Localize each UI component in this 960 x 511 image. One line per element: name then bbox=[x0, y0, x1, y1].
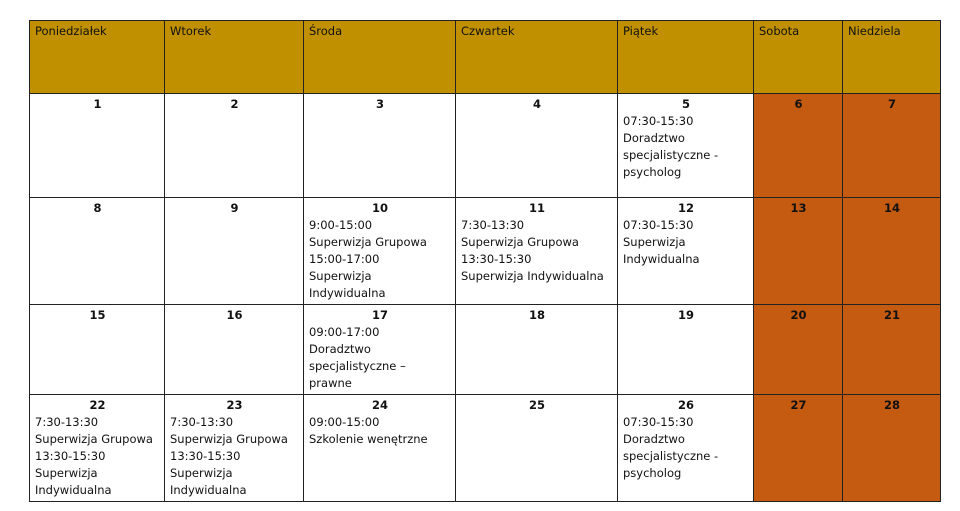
day-number: 20 bbox=[790, 308, 807, 322]
day-cell bbox=[30, 305, 165, 395]
header-tuesday: Wtorek bbox=[165, 21, 304, 94]
day-number: 22 bbox=[89, 398, 106, 412]
day-cell bbox=[618, 198, 754, 305]
day-number: 13 bbox=[790, 201, 807, 215]
day-number: 17 bbox=[371, 308, 388, 322]
day-cell bbox=[304, 198, 456, 305]
day-cell bbox=[618, 395, 754, 502]
weekend-cell bbox=[843, 198, 941, 305]
day-cell bbox=[30, 395, 165, 502]
header-friday: Piątek bbox=[618, 21, 754, 94]
day-number: 9 bbox=[230, 201, 239, 215]
weekend-cell bbox=[843, 395, 941, 502]
day-cell bbox=[165, 198, 304, 305]
header-wednesday: Środa bbox=[304, 21, 456, 94]
day-number: 1 bbox=[93, 97, 102, 111]
day-number: 19 bbox=[677, 308, 694, 322]
header-row bbox=[30, 21, 941, 94]
day-entry: 7:30-13:30 Superwizja Grupowa 13:30-15:30 Superwizja Indywidualna bbox=[461, 218, 604, 283]
day-number: 26 bbox=[677, 398, 694, 412]
day-cell bbox=[456, 94, 618, 198]
day-entry: 7:30-13:30 Superwizja Grupowa 13:30-15:30 Superwizja Indywidualna bbox=[35, 415, 153, 497]
weekend-cell bbox=[843, 94, 941, 198]
day-number: 8 bbox=[93, 201, 102, 215]
day-number: 2 bbox=[230, 97, 239, 111]
header-saturday: Sobota bbox=[754, 21, 843, 94]
day-number: 16 bbox=[226, 308, 243, 322]
day-cell bbox=[30, 198, 165, 305]
day-number: 14 bbox=[883, 201, 900, 215]
day-entry: 09:00-15:00 Szkolenie wenętrzne bbox=[309, 415, 428, 446]
day-cell bbox=[618, 305, 754, 395]
weekend-cell bbox=[754, 395, 843, 502]
day-number: 12 bbox=[677, 201, 694, 215]
header-sunday: Niedziela bbox=[843, 21, 941, 94]
calendar-table bbox=[29, 20, 941, 502]
week-row bbox=[30, 305, 941, 395]
weekend-cell bbox=[843, 305, 941, 395]
day-cell bbox=[165, 305, 304, 395]
day-entry: 07:30-15:30 Superwizja Indywidualna bbox=[623, 218, 700, 266]
day-number: 15 bbox=[89, 308, 106, 322]
day-number: 21 bbox=[883, 308, 900, 322]
day-entry: 9:00-15:00 Superwizja Grupowa 15:00-17:00 Superwizja Indywidualna bbox=[309, 218, 427, 300]
day-number: 5 bbox=[681, 97, 690, 111]
day-number: 28 bbox=[883, 398, 900, 412]
day-entry: 09:00-17:00 Doradztwo specjalistyczne – prawne bbox=[309, 325, 406, 390]
day-cell bbox=[456, 198, 618, 305]
week-row bbox=[30, 395, 941, 502]
day-cell bbox=[304, 305, 456, 395]
day-number: 4 bbox=[532, 97, 541, 111]
header-thursday: Czwartek bbox=[456, 21, 618, 94]
week-row bbox=[30, 94, 941, 198]
day-cell bbox=[165, 395, 304, 502]
day-number: 27 bbox=[790, 398, 807, 412]
day-cell bbox=[456, 305, 618, 395]
day-cell bbox=[304, 94, 456, 198]
day-entry: 07:30-15:30 Doradztwo specjalistyczne - psycholog bbox=[623, 415, 719, 480]
day-number: 23 bbox=[226, 398, 243, 412]
day-number: 18 bbox=[528, 308, 545, 322]
day-number: 10 bbox=[371, 201, 388, 215]
day-number: 25 bbox=[528, 398, 545, 412]
day-cell bbox=[304, 395, 456, 502]
day-number: 3 bbox=[375, 97, 384, 111]
header-monday: Poniedziałek bbox=[30, 21, 165, 94]
day-cell bbox=[456, 395, 618, 502]
weekend-cell bbox=[754, 198, 843, 305]
day-number: 24 bbox=[371, 398, 388, 412]
day-cell bbox=[618, 94, 754, 198]
weekend-cell bbox=[754, 305, 843, 395]
day-cell bbox=[165, 94, 304, 198]
day-number: 6 bbox=[794, 97, 803, 111]
week-row bbox=[30, 198, 941, 305]
day-number: 11 bbox=[528, 201, 545, 215]
day-number: 7 bbox=[887, 97, 896, 111]
weekend-cell bbox=[754, 94, 843, 198]
day-entry: 07:30-15:30 Doradztwo specjalistyczne - psycholog bbox=[623, 114, 719, 179]
day-entry: 7:30-13:30 Superwizja Grupowa 13:30-15:30 Superwizja Indywidualna bbox=[170, 415, 288, 497]
day-cell bbox=[30, 94, 165, 198]
